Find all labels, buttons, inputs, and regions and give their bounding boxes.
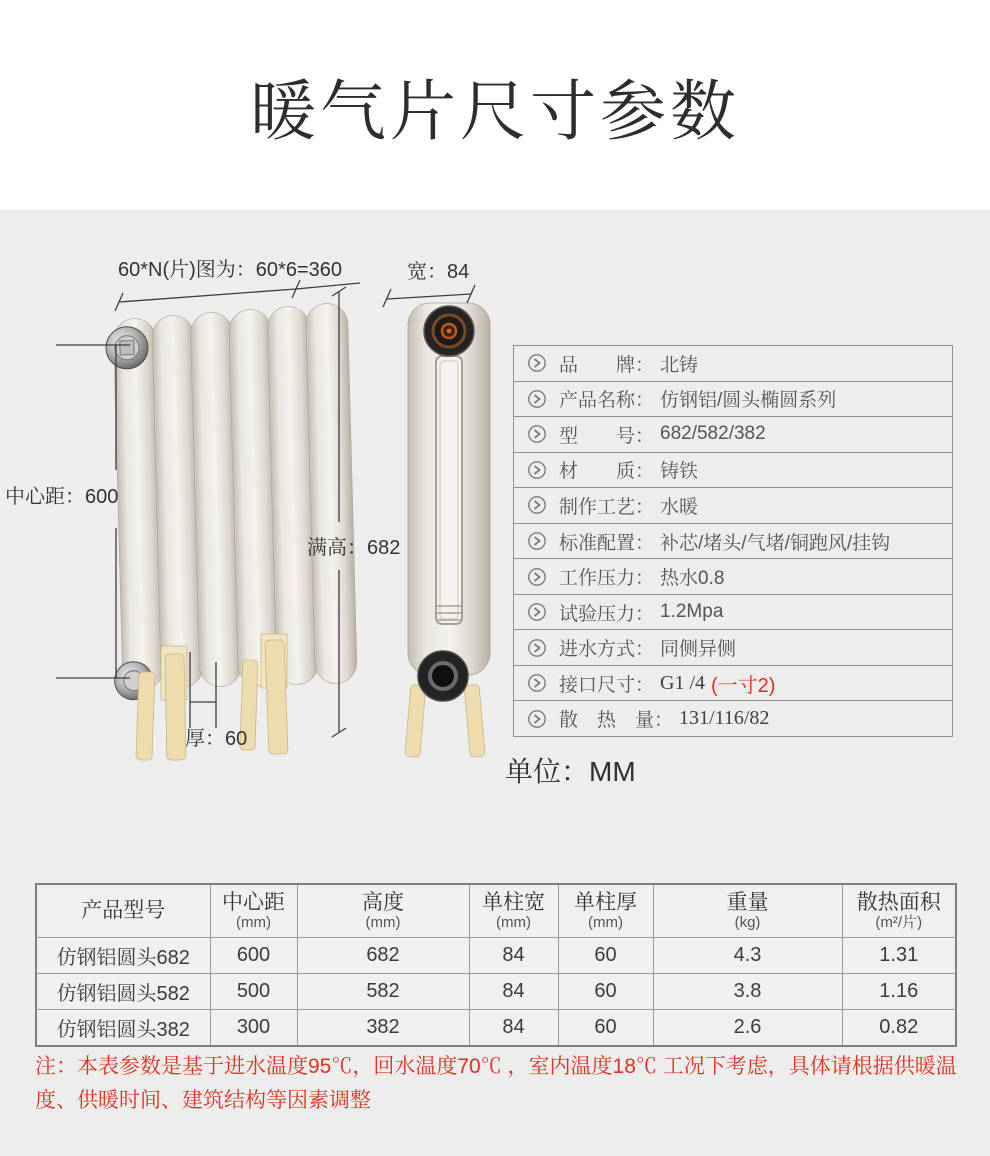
col-header-heat-area: 散热面积 (m²/片)	[842, 884, 956, 938]
spec-label: 型 号：	[559, 425, 655, 447]
spec-value: 同侧异侧	[660, 639, 737, 661]
arrow-circle-icon	[527, 673, 547, 693]
spec-label: 材 质：	[559, 461, 655, 483]
arrow-circle-icon	[527, 389, 547, 409]
table-cell: 582	[297, 974, 469, 1010]
table-cell: 600	[210, 938, 297, 974]
note-line-2: 度、供暖时间、建筑结构等因素调整	[35, 1089, 371, 1112]
arrow-circle-icon	[527, 638, 547, 658]
arrow-circle-icon	[527, 424, 547, 444]
spec-row-standard-config	[514, 524, 952, 560]
spec-row-material	[514, 453, 952, 489]
note-line-1: 注：本表参数是基于进水温度95℃，回水温度70℃ ，室内温度18℃ 工况下考虑，具体请根据供暖温	[35, 1055, 957, 1078]
col-header-column-width: 单柱宽 (mm)	[469, 884, 558, 938]
spec-label: 接口尺寸：	[559, 674, 655, 696]
table-cell: 3.8	[653, 974, 842, 1010]
page-title: 暖气片尺寸参数	[250, 74, 740, 148]
table-cell: 4.3	[653, 938, 842, 974]
spec-row-working-pressure	[514, 559, 952, 595]
full-height-label: 满高：682	[307, 537, 401, 559]
arrow-circle-icon	[527, 602, 547, 622]
note	[35, 1050, 965, 1118]
front-width-label: 60*N(片)图为：60*6=360	[118, 259, 342, 281]
table-cell: 60	[558, 938, 653, 974]
table-row	[36, 974, 956, 1010]
table-cell: 84	[469, 974, 558, 1010]
table-cell: 84	[469, 1010, 558, 1047]
arrow-circle-icon	[527, 353, 547, 373]
spec-value: 北铸	[660, 354, 699, 376]
table-cell: 60	[558, 1010, 653, 1047]
table-cell: 500	[210, 974, 297, 1010]
spec-row-interface-size	[514, 666, 952, 702]
spec-row-brand	[514, 346, 952, 382]
spec-label: 制作工艺：	[559, 496, 655, 518]
spec-value: 1.2Mpa	[660, 601, 724, 623]
spec-value: 补芯/堵头/气堵/铜跑风/挂钩	[660, 532, 891, 554]
table-cell: 仿钢铝圆头382	[36, 1010, 210, 1047]
spec-row-product-name	[514, 382, 952, 418]
spec-label: 工作压力：	[559, 568, 655, 590]
spec-value: 水暖	[660, 496, 699, 518]
table-cell: 382	[297, 1010, 469, 1047]
table-cell: 682	[297, 938, 469, 974]
col-header-weight: 重量 (kg)	[653, 884, 842, 938]
parameters-table	[35, 883, 957, 1047]
table-cell: 仿钢铝圆头682	[36, 938, 210, 974]
table-cell: 300	[210, 1010, 297, 1047]
spec-label: 产品名称：	[559, 390, 655, 412]
table-cell: 0.82	[842, 1010, 956, 1047]
table-header-row	[36, 884, 956, 938]
arrow-circle-icon	[527, 709, 547, 729]
arrow-circle-icon	[527, 460, 547, 480]
spec-label: 品 牌：	[559, 354, 655, 376]
col-header-model: 产品型号	[36, 884, 210, 938]
spec-value: G1 /4	[660, 671, 706, 694]
spec-value: 仿钢铝/圆头椭圆系列	[660, 390, 837, 412]
content-panel	[0, 210, 990, 1156]
spec-panel	[513, 345, 953, 737]
table-cell: 1.16	[842, 974, 956, 1010]
spec-label: 试验压力：	[559, 603, 655, 625]
spec-value: 热水0.8	[660, 568, 725, 590]
center-distance-label: 中心距：600	[5, 486, 119, 508]
spec-value: 131/116/82	[679, 707, 770, 730]
col-header-center-distance: 中心距 (mm)	[210, 884, 297, 938]
arrow-circle-icon	[527, 531, 547, 551]
table-cell: 84	[469, 938, 558, 974]
spec-label: 散 热 量：	[559, 710, 674, 732]
spec-row-heat-output	[514, 701, 952, 736]
table-cell: 60	[558, 974, 653, 1010]
side-view-radiator	[405, 303, 490, 757]
unit-label: 单位：MM	[505, 756, 636, 787]
spec-value: 682/582/382	[660, 423, 766, 445]
spec-value-red: (一寸2)	[711, 674, 776, 697]
thickness-label: 厚：60	[185, 728, 248, 750]
table-cell: 1.31	[842, 938, 956, 974]
table-row	[36, 1010, 956, 1047]
spec-row-test-pressure	[514, 595, 952, 631]
spec-row-craft	[514, 488, 952, 524]
front-view-radiator	[105, 303, 358, 700]
side-width-label: 宽：84	[407, 261, 470, 283]
col-header-height: 高度 (mm)	[297, 884, 469, 938]
table-cell: 2.6	[653, 1010, 842, 1047]
arrow-circle-icon	[527, 567, 547, 587]
spec-row-water-inlet	[514, 630, 952, 666]
spec-label: 进水方式：	[559, 639, 655, 661]
spec-label: 标准配置：	[559, 532, 655, 554]
arrow-circle-icon	[527, 495, 547, 515]
table-cell: 仿钢铝圆头582	[36, 974, 210, 1010]
col-header-column-thickness: 单柱厚 (mm)	[558, 884, 653, 938]
spec-row-model	[514, 417, 952, 453]
spec-value: 铸铁	[660, 461, 699, 483]
table-row	[36, 938, 956, 974]
